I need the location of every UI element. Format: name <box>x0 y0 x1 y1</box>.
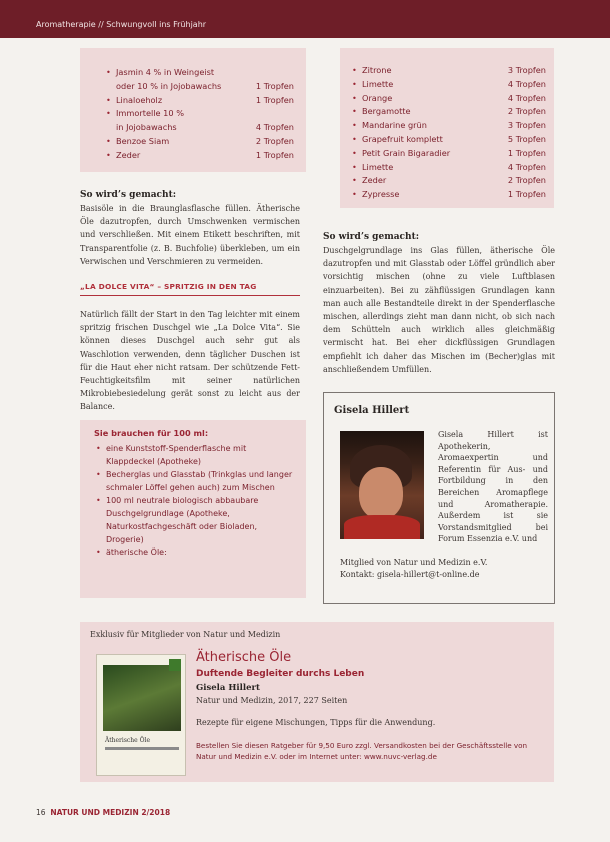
ingredient-name: • Zypresse <box>362 189 400 200</box>
bio-membership: Mitglied von Natur und Medizin e.V. <box>340 558 488 567</box>
book-title: Ätherische Öle <box>196 650 292 665</box>
ingredient-name: • Zeder <box>362 175 387 186</box>
list-item <box>94 546 294 559</box>
list-item-text: eine Kunststoff-Spenderflasche mit Klappdeckel (Apotheke) <box>106 444 247 466</box>
ingredient-name: • Orange <box>362 92 393 103</box>
ingredient-name: in Jojobawachs <box>116 122 177 133</box>
list-item <box>104 135 294 149</box>
ingredient-name: • Limette <box>362 78 394 89</box>
magazine-name: NATUR UND MEDIZIN 2/2018 <box>50 808 171 817</box>
ingredient-name: • Grapefruit komplett <box>362 133 443 144</box>
ingredient-amount: 1 Tropfen <box>255 80 294 91</box>
author-bio-box <box>323 392 555 604</box>
ingredient-amount: 5 Tropfen <box>507 133 546 144</box>
book-author: Gisela Hillert <box>196 683 260 693</box>
author-photo <box>340 431 424 539</box>
bio-text: Gisela Hillert ist Apothekerin, Aromaexpertin und Referentin für Aus- und Fortbildung in den Bereichen Aromapflege und Aromatherapie. Außerdem ist sie Vorstandsmitglied bei Forum Essenzia e.V. und <box>438 430 548 544</box>
book-cover <box>96 654 186 776</box>
bio-bottom <box>340 557 550 580</box>
book-cover-image <box>103 665 181 731</box>
list-item-text: Becherglas und Glasstab (Trinkglas und langer schmaler Löffel gehen auch) zum Mischen <box>106 470 293 492</box>
needs-list <box>94 442 294 559</box>
ingredient-name: • Linaloeholz <box>116 94 163 105</box>
list-item <box>104 80 294 94</box>
ingredient-amount: 1 Tropfen <box>255 94 294 105</box>
ingredient-name: • Jasmin 4 % in Weingeist <box>116 67 215 77</box>
book-subtitle: Duftende Begleiter durchs Leben <box>196 669 365 679</box>
list-item <box>94 494 294 546</box>
left-how-text: Basisöle in die Braunglasflasche füllen. Ätherische Öle dazutropfen, durch Umschwenken vermischen und verschließen. Mit einem Etikett beschriften, mit Transparentfolie (z. B. Buchfolie) überkleben, um ein Verwischen und Verschmieren zu vermeiden. <box>80 204 300 266</box>
right-recipe-list <box>350 64 546 202</box>
ingredient-amount: 4 Tropfen <box>507 161 546 172</box>
ingredient-name: • Immortelle 10 % <box>116 108 184 119</box>
right-recipe-box <box>340 48 554 208</box>
ingredient-amount: 3 Tropfen <box>507 65 546 75</box>
list-item <box>104 66 294 80</box>
list-item <box>350 105 546 119</box>
exclusive-offer-box <box>80 622 554 782</box>
right-how-text: Duschgelgrundlage ins Glas füllen, ätherische Öle dazutropfen und mit Glasstab oder Löffel gründlich aber vorsichtig mischen (ohne zu viele Luftblasen einzuarbeiten). Bei zu zähflüssigen Grundlagen kann man auch alle Bestandteile direkt in der Spenderflasche mischen, allerdings zieht man dann nicht, ob sich nach dem Schütteln auch wirklich alles gleichmäßig vermischt hat. Bei eher dickflüssigen Grundlagen empfiehlt ich daher das Mischen im (Becher)glas mit anschließendem Umfüllen. <box>323 246 555 374</box>
list-item <box>350 174 546 188</box>
ingredient-name: oder 10 % in Jojobawachs <box>116 80 222 91</box>
list-item <box>350 119 546 133</box>
ingredient-amount: 4 Tropfen <box>507 92 546 103</box>
ingredient-amount: 2 Tropfen <box>507 106 546 117</box>
ingredient-name: • Petit Grain Bigaradier <box>362 147 451 158</box>
ingredient-amount: 3 Tropfen <box>507 120 546 131</box>
book-description: Rezepte für eigene Mischungen, Tipps für die Anwendung. <box>196 718 436 727</box>
ingredient-name: • Limette <box>362 161 394 172</box>
ingredient-amount: 4 Tropfen <box>255 122 294 133</box>
book-cover-title: Ätherische Öle <box>105 737 150 744</box>
list-item <box>104 121 294 135</box>
section-text: Natürlich fällt der Start in den Tag leichter mit einem spritzig frischen Duschgel wie „La Dolce Vita“. Sie können dieses Duschgel auch sehr gut als Waschlotion verwenden, denn täglicher Duschen ist für die Haut eher nicht ratsam. Der schützende Fett-Feuchtigkeitsfilm mit seiner natürlichen Mikrobiebesiedelung gerät sonst zu leicht aus der Balance. <box>80 310 300 412</box>
ingredient-amount: 1 Tropfen <box>507 147 546 158</box>
book-cover-tag <box>169 659 181 671</box>
list-item-text: ätherische Öle: <box>106 548 167 557</box>
list-item <box>94 468 294 494</box>
list-item <box>350 92 546 106</box>
ingredient-name: • Mandarine grün <box>362 120 427 131</box>
right-how-heading: So wird’s gemacht: <box>323 232 420 242</box>
book-cover-subtitle-line <box>105 747 179 750</box>
list-item <box>350 147 546 161</box>
list-item <box>104 149 294 163</box>
order-info: Bestellen Sie diesen Ratgeber für 9,50 Euro zzgl. Versandkosten bei der Geschäftsstelle von Natur und Medizin e.V. oder im Internet unter: www.nuvc-verlag.de <box>196 741 528 761</box>
running-head: Aromatherapie // Schwungvoll ins Frühjahr <box>36 20 207 29</box>
bio-name: Gisela Hillert <box>334 405 410 416</box>
list-item <box>350 188 546 202</box>
list-item <box>350 161 546 175</box>
ingredient-amount: 1 Tropfen <box>255 149 294 160</box>
ingredient-amount: 1 Tropfen <box>507 189 546 200</box>
list-item <box>94 442 294 468</box>
ingredient-name: • Bergamotte <box>362 106 411 117</box>
ingredient-amount: 4 Tropfen <box>507 78 546 89</box>
ingredient-amount: 2 Tropfen <box>507 175 546 186</box>
book-publisher: Natur und Medizin, 2017, 227 Seiten <box>196 696 348 705</box>
needs-box <box>80 420 306 598</box>
ingredient-name: • Zitrone <box>362 65 392 75</box>
left-recipe-box <box>80 48 306 172</box>
list-item <box>350 64 546 78</box>
list-item <box>350 78 546 92</box>
ingredient-name: • Benzoe Siam <box>116 135 170 146</box>
needs-heading: Sie brauchen für 100 ml: <box>94 428 209 438</box>
page-number: 16 <box>36 808 46 817</box>
left-how-heading: So wird’s gemacht: <box>80 190 177 200</box>
list-item <box>104 94 294 108</box>
section-title: „LA DOLCE VITA“ – SPRITZIG IN DEN TAG <box>80 282 300 296</box>
page-footer <box>36 808 170 817</box>
left-recipe-list <box>104 66 294 163</box>
list-item-text: 100 ml neutrale biologisch abbaubare Duschgelgrundlage (Apotheke, Naturkostfachgeschäft oder Bioladen, Drogerie) <box>106 496 259 544</box>
list-item <box>350 133 546 147</box>
bio-contact: Kontakt: gisela-hillert@t-online.de <box>340 569 480 579</box>
exclusive-heading: Exklusiv für Mitglieder von Natur und Medizin <box>90 630 281 639</box>
ingredient-amount: 2 Tropfen <box>255 135 294 146</box>
ingredient-name: • Zeder <box>116 149 141 160</box>
top-band <box>0 0 610 38</box>
list-item <box>104 107 294 121</box>
